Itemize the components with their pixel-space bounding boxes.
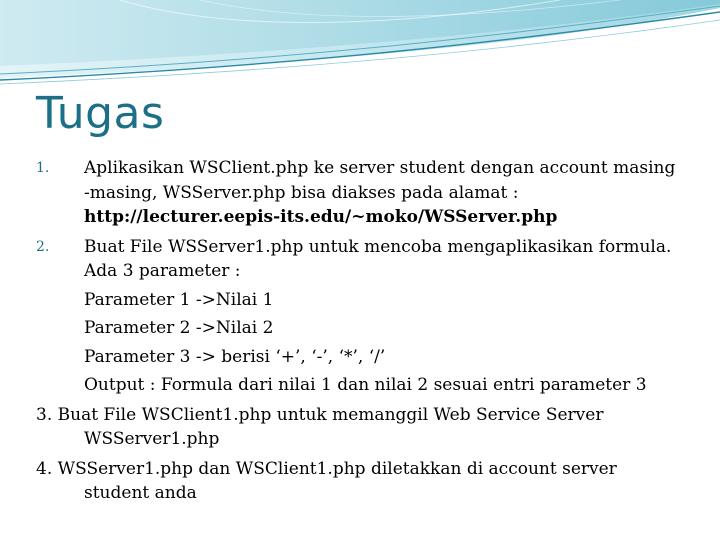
list-text-line: 4. WSServer1.php dan WSClient1.php diletakkan di account server xyxy=(36,458,617,479)
list-text-line: Parameter 3 -> berisi ‘+’, ‘-’, ‘*’, ‘/’ xyxy=(84,346,386,367)
list-text-line: Aplikasikan WSClient.php ke server student dengan account masing xyxy=(84,158,676,178)
list-text-line: 3. Buat File WSClient1.php untuk memanggil Web Service Server xyxy=(36,404,604,425)
server-url-link[interactable]: http://lecturer.eepis-its.edu/~moko/WSServer.php xyxy=(84,207,558,227)
list-text-line: Parameter 1 ->Nilai 1 xyxy=(84,289,274,310)
list-number: 1. xyxy=(36,160,50,176)
list-item-1 xyxy=(36,156,696,230)
list-text-line: -masing, WSServer.php bisa diakses pada alamat : xyxy=(84,182,519,203)
list-text-line: Output : Formula dari nilai 1 dan nilai 2 sesuai entri parameter 3 xyxy=(84,375,647,395)
list-item-2 xyxy=(36,235,696,398)
slide-title: Tugas xyxy=(36,88,165,139)
list-text-line: Buat File WSServer1.php untuk mencoba mengaplikasikan formula. xyxy=(84,236,672,257)
list-item-3 xyxy=(36,403,696,452)
list-item-4 xyxy=(36,457,696,506)
list-text-line: Parameter 2 ->Nilai 2 xyxy=(84,318,274,338)
list-number: 2. xyxy=(36,238,50,255)
header-wave-decoration xyxy=(0,0,720,90)
slide-body xyxy=(36,156,696,506)
list-text-line: WSServer1.php xyxy=(84,429,220,449)
list-text-line: Ada 3 parameter : xyxy=(84,261,241,281)
list-text-line: student anda xyxy=(84,483,197,503)
